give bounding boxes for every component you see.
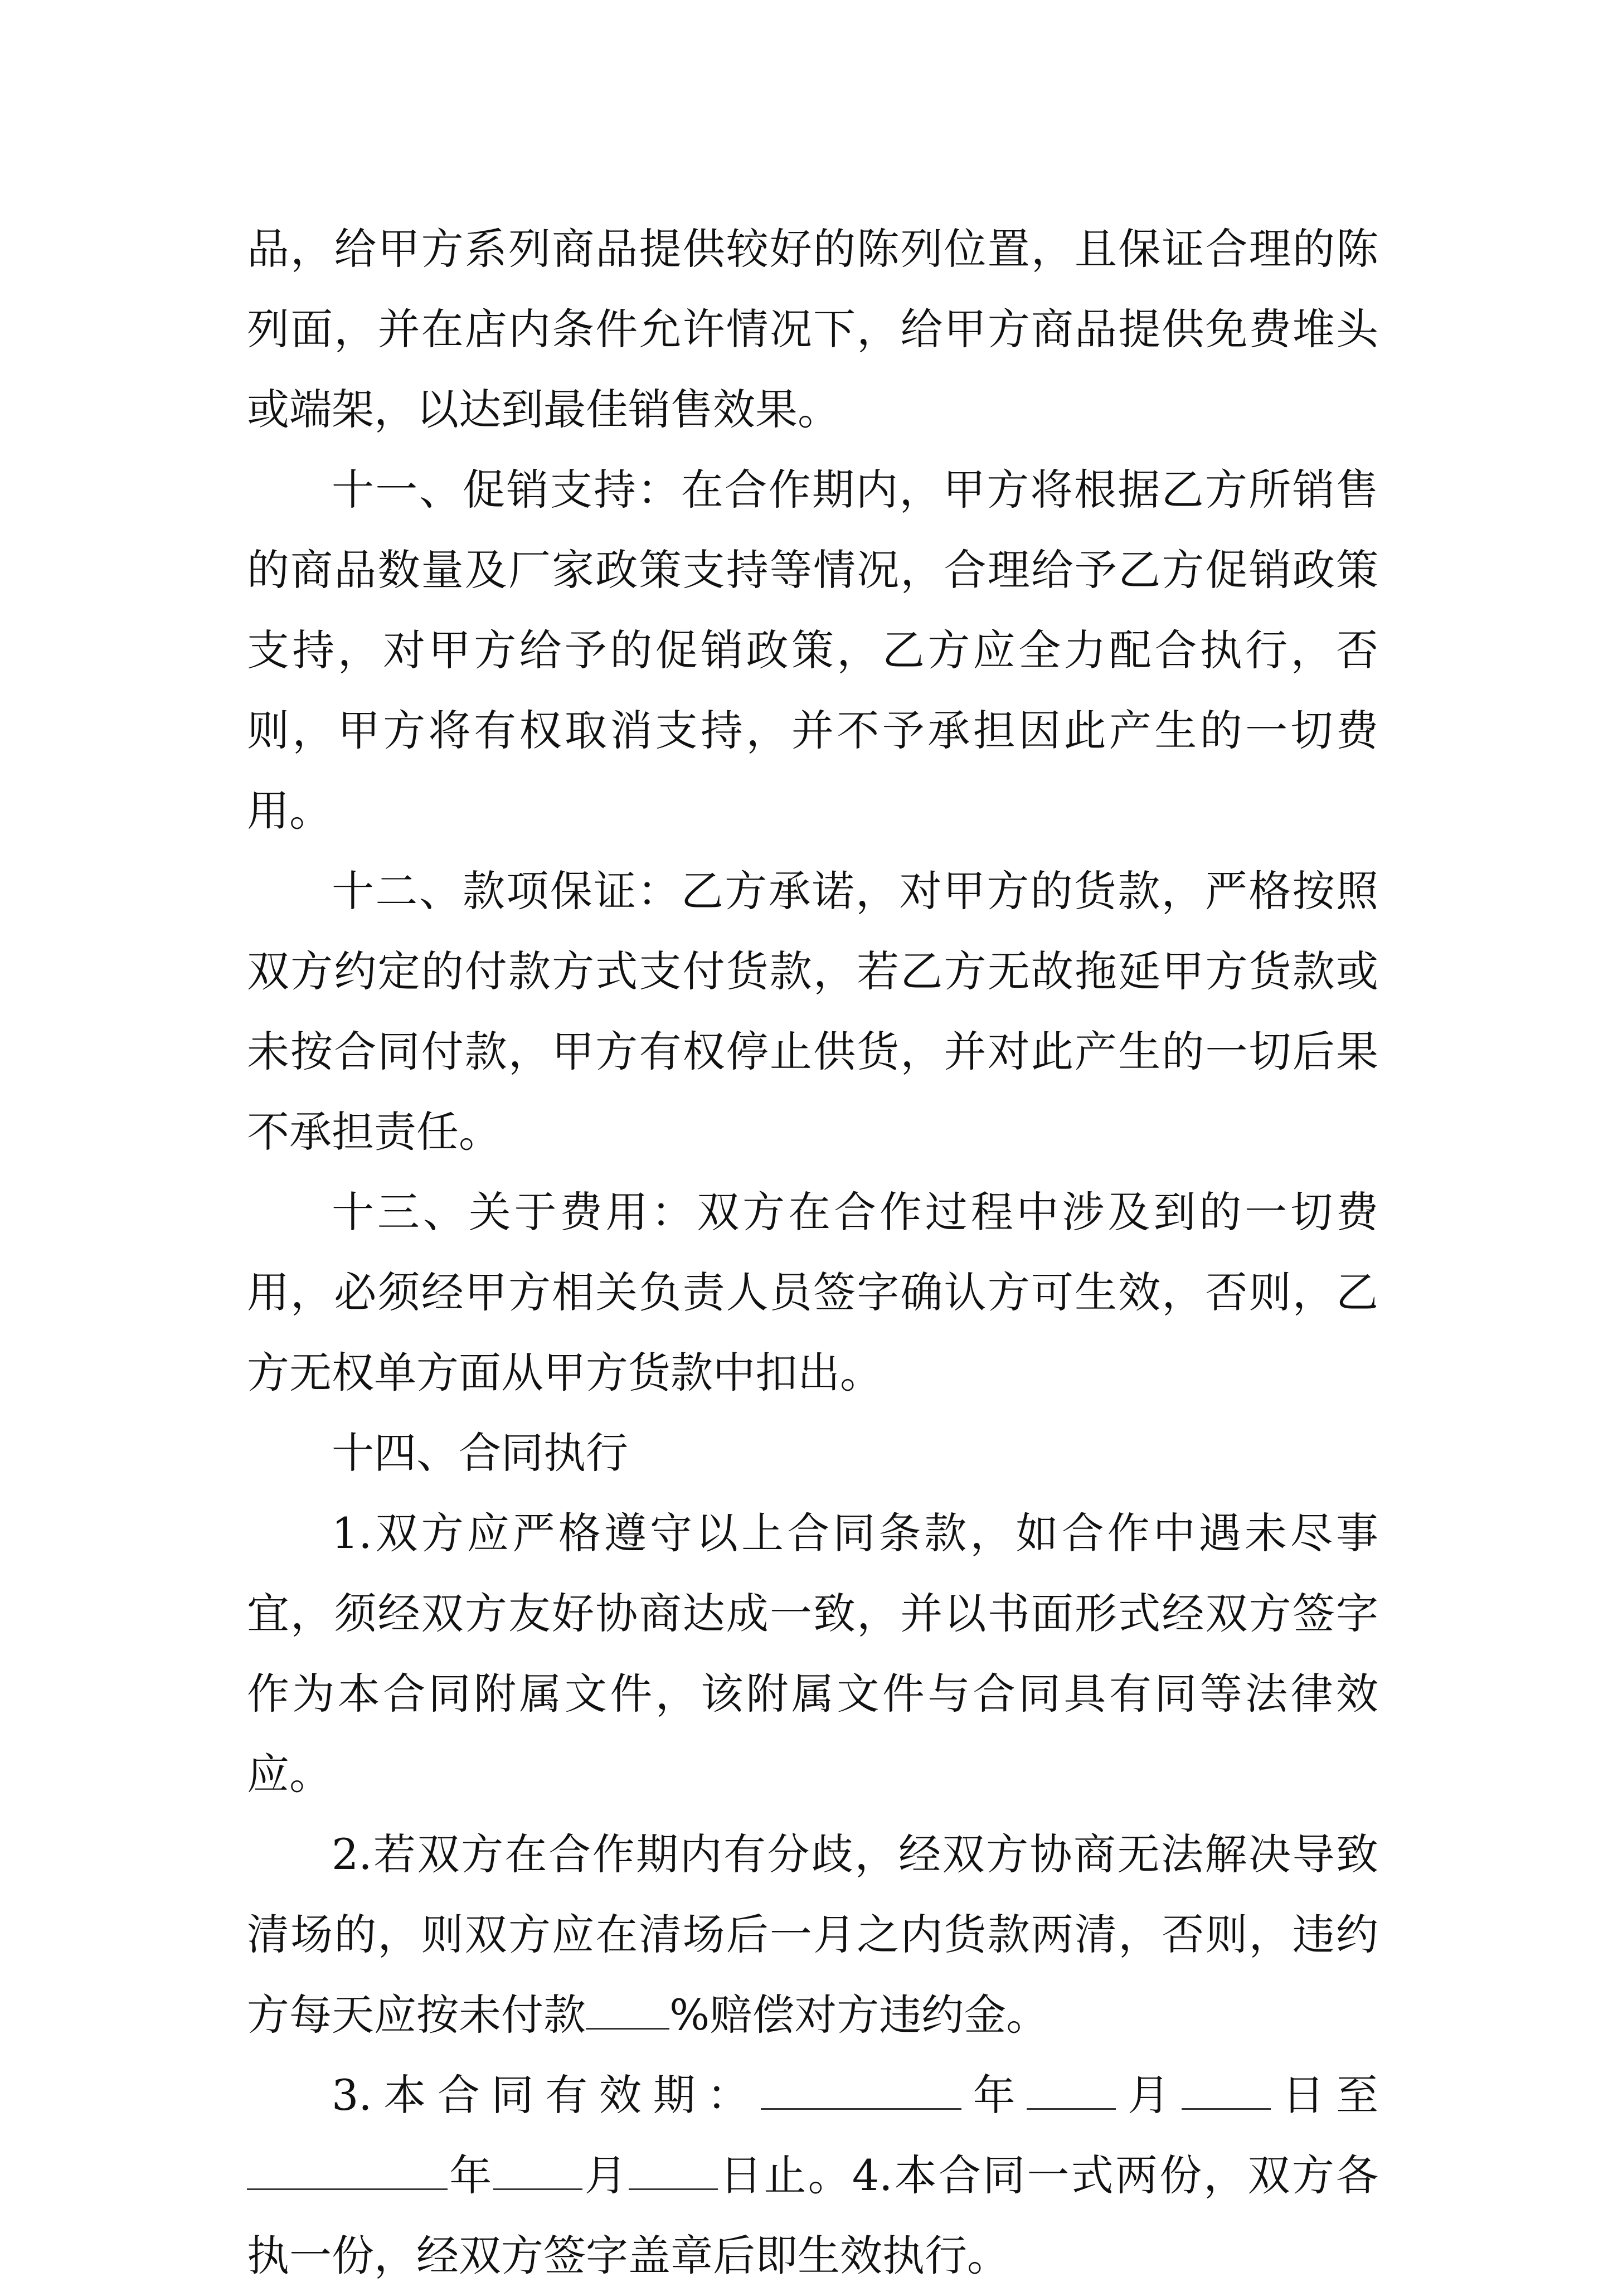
- paragraph-expenses: 十三、关于费用：双方在合作过程中涉及到的一切费用，必须经甲方相关负责人员签字确认方可生效，否则，乙方无权单方面从甲方货款中扣出。: [247, 1187, 1378, 1397]
- start-month-label: 月: [1116, 2070, 1182, 2120]
- start-day-blank[interactable]: [1182, 2069, 1271, 2110]
- end-day-label: 日止。: [717, 2151, 852, 2200]
- item-2-text-end: %赔偿对方违约金。: [669, 1990, 1049, 2040]
- heading-contract-execution: 十四、合同执行: [332, 1428, 628, 1478]
- start-day-label: 日至: [1270, 2070, 1379, 2120]
- end-year-blank[interactable]: [247, 2149, 448, 2190]
- penalty-percent-blank[interactable]: [586, 1989, 669, 2030]
- end-year-label: 年: [448, 2151, 494, 2200]
- clause-4-text: 4.本合同一式两份，双方各执一份，经双方签字盖章后即生效执行。: [247, 2151, 1379, 2280]
- validity-label: 3.本合同有效期：: [332, 2070, 761, 2120]
- paragraph-display-clause: 品，给甲方系列商品提供较好的陈列位置，且保证合理的陈列面，并在店内条件允许情况下，给甲方商品提供免费堆头或端架，以达到最佳销售效果。: [247, 224, 1378, 434]
- item-2-text: 2.若双方在合作期内有分歧，经双方协商无法解决导致清场的，则双方应在清场后一月之内货款两清，否则，违约方每天应按未付款: [247, 1829, 1378, 2040]
- start-month-blank[interactable]: [1027, 2069, 1116, 2110]
- end-month-blank[interactable]: [493, 2149, 582, 2190]
- contract-text: [247, 209, 1378, 2296]
- end-month-label: 月: [582, 2151, 629, 2200]
- paragraph-execution-item-1: 1.双方应严格遵守以上合同条款，如合作中遇未尽事宜，须经双方友好协商达成一致，并以书面形式经双方签字作为本合同附属文件，该附属文件与合同具有同等法律效应。: [247, 1508, 1378, 1799]
- end-day-blank[interactable]: [629, 2149, 718, 2190]
- paragraph-payment-guarantee: 十二、款项保证：乙方承诺，对甲方的货款，严格按照双方约定的付款方式支付货款，若乙方无故拖延甲方货款或未按合同付款，甲方有权停止供货，并对此产生的一切后果不承担责任。: [247, 866, 1378, 1157]
- paragraph-execution-item-2: [247, 1814, 1378, 2055]
- start-year-blank[interactable]: [761, 2069, 961, 2110]
- paragraph-promotion-support: 十一、促销支持：在合作期内，甲方将根据乙方所销售的商品数量及厂家政策支持等情况，合理给予乙方促销政策支持，对甲方给予的促销政策，乙方应全力配合执行，否则，甲方将有权取消支持，并不予承担因此产生的一切费用。: [247, 465, 1378, 836]
- start-year-label: 年: [961, 2070, 1027, 2120]
- paragraph-validity-period: [247, 2055, 1378, 2296]
